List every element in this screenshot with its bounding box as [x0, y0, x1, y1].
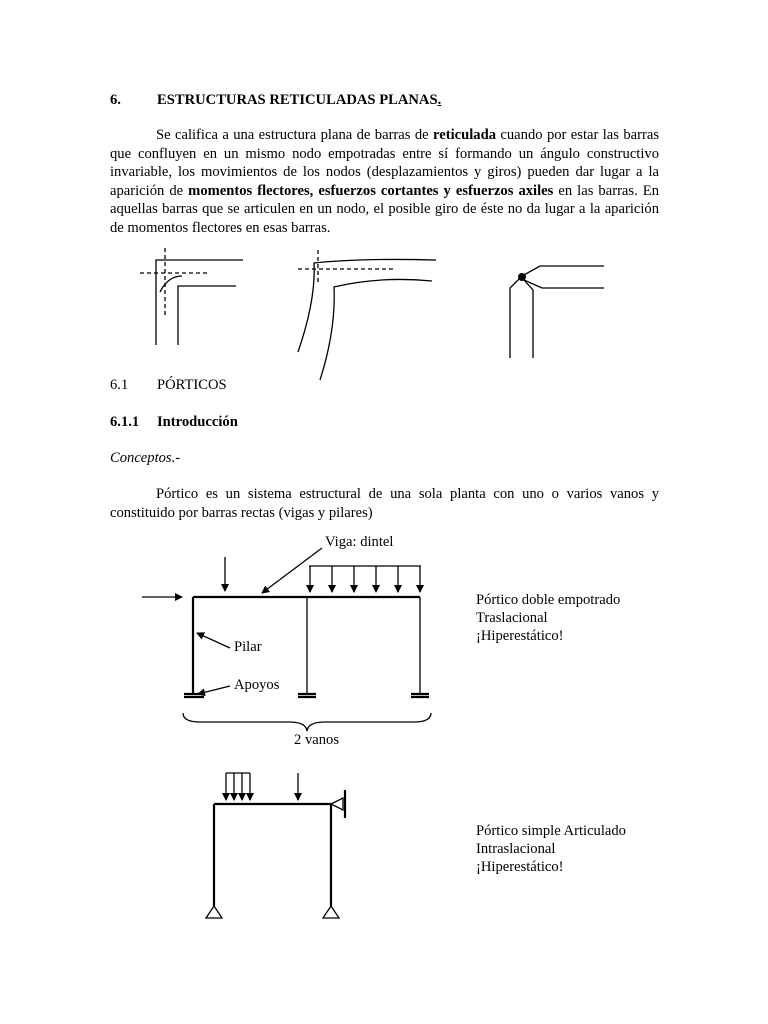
subsection-number: 6.1 — [110, 377, 129, 393]
figure1-caption-line1: Pórtico doble empotrado — [476, 592, 621, 608]
subsubsection-number: 6.1.1 — [110, 414, 140, 430]
portico-text: Pórtico es un sistema estructural de una sola planta con uno o varios vanos y constituido por barras rectas (vigas y pilares) — [110, 486, 659, 521]
rigid-node-diagram — [140, 248, 243, 345]
intro-bold-1: reticulada — [433, 127, 496, 143]
intro-text-2: cuando por estar las barras que confluyen en un mismo nodo empotradas entre sí formando un ángulo constructivo invariable, los movimientos de los nodos (desplazamientos y giros) pueden dar lugar a la aparición de — [110, 127, 660, 199]
figure1-caption-line2: Traslacional — [476, 610, 548, 626]
figure1-caption-line3: ¡Hiperestático! — [476, 628, 564, 644]
figure2-caption-line1: Pórtico simple Articulado — [476, 823, 626, 839]
figure2-caption-line2: Intraslacional — [476, 841, 556, 857]
intro-bold-2: momentos flectores, esfuerzos cortantes y esfuerzos axiles — [188, 182, 554, 199]
label-pilar: Pilar — [234, 639, 262, 655]
frame-single-span-diagram — [206, 773, 345, 918]
concepts-heading: Conceptos.- — [110, 450, 181, 466]
section-number: 6. — [110, 92, 121, 108]
deformed-node-diagram — [298, 250, 436, 380]
figure2-caption-line3: ¡Hiperestático! — [476, 859, 564, 875]
section-title-text: ESTRUCTURAS RETICULADAS PLANAS — [157, 92, 438, 108]
subsection-title: PÓRTICOS — [157, 377, 227, 393]
section-title-trailing: . — [437, 92, 442, 108]
frame-two-span-diagram — [142, 548, 431, 731]
pinned-node-diagram — [510, 266, 604, 358]
subsubsection-title: Introducción — [157, 414, 238, 430]
label-viga-dintel: Viga: dintel — [325, 534, 394, 550]
label-apoyos: Apoyos — [234, 677, 280, 693]
label-2-vanos: 2 vanos — [294, 732, 339, 748]
intro-text-1: Se califica a una estructura plana de barras de — [156, 127, 434, 143]
intro-text-3: en las barras. En aquellas barras que se articulen en un nodo, el posible giro de éste no da lugar a la aparición de momentos flectores en esas barras. — [110, 182, 659, 236]
